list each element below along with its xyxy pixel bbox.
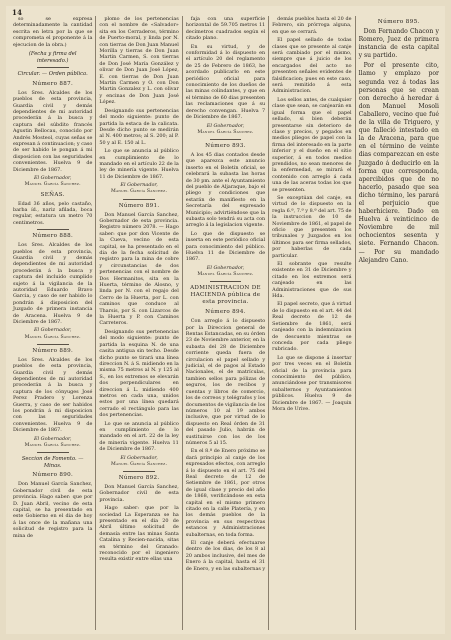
signature-title: El Gobernador,: [120, 454, 158, 461]
signature-note: (Fecha y firma del interesado.): [28, 51, 77, 64]
divider: [123, 199, 155, 200]
notice-number: Número 888.: [32, 233, 74, 240]
paragraph: Lo que de dispuesto se inserta en este periódico oficial para conocimiento del público. Huelva 11 de Diciembre de 1867.: [185, 230, 266, 263]
notice-number: Número 894.: [205, 309, 246, 316]
column-1: [10, 16, 96, 630]
column-3: [183, 16, 269, 630]
paragraph: faja con una superficie horizontal de 59.705 metros 11 decímetros cuadrados según el citado plano.: [185, 16, 266, 42]
notice-number: Número 889.: [32, 347, 74, 354]
signature-title: El Gobernador,: [33, 175, 72, 182]
paragraph: Edad 36 años, pelo castaño, barba íd., nariz afilada, boca regular, estatura un metro 70 centímetros.: [13, 200, 93, 226]
notice-number: Número 887.: [32, 80, 74, 87]
notice-number: Número 895.: [377, 19, 420, 25]
paragraph: Lo que se dispone á insertar por tres veces en el Boletín oficial de la provincia para conocimiento del público, anunciándose por transmisores subalternos y Ayuntamientos públicos. Huelva 9 de Diciembre de 1867. — Joaquin Mora de Urive.: [272, 354, 352, 412]
signature-name: Manuel García Sanchez.: [24, 334, 81, 340]
notice-number: Número 893.: [205, 142, 246, 149]
paragraph: Los sellos antes, de cualquier clase que sean, se canjearán en igual forma que el papel sellado, si bien deberán presentarse sin deterioro de clase y precios, y pegados en medios pliegos de papel con la firma del interesado en la parte inferior y el dueño en el sitio superior, á en todos medios prendidos, no sean menores de la enfermedad, se mirará el contenido con arreglo á cada una de las aceras todas los que se presenten.: [272, 96, 352, 193]
section-heading: Circular. — Orden pública.: [17, 71, 88, 78]
divider: [37, 229, 69, 230]
signature-title: El Gobernador,: [33, 327, 72, 334]
column-4: [269, 16, 355, 630]
signature-name: Manuel García Sanchez.: [24, 442, 81, 448]
paragraph: En el 8.º de Enero próximo se dará principio al canje de los expresados efectos, con arreglo á lo dispuesto en el art. 75 del Real decreto de 12 de Setiembre de 1861, por otros de igual clase y precio del año de 1868, verificándose en esta capital en el mismo primero citado en la calle Platería, y en los demás pueblos de la provincia en sus respectivas estancos y Administraciones subalternas, en toda forma.: [185, 448, 266, 538]
paragraph: Don Manuel García Sanchez, Gobernador civil de esta provincia. Hago saber: que por D. Juan Abril, vecino de esta capital, se ha presentado en este Gobierno en el dia de hoy á las once de la mañana una solicitud de registro para la mina de: [13, 481, 93, 539]
paragraph: En su virtud, y de conformidad á lo dispuesto en el artículo 20 del reglamento de 25 de Febrero de 1863, he acordado publicarlo en este periódico oficial para conocimiento de los dueños de las minas colindantes, y que en el término de 60 dias presenten las reclamaciones que á su derecho convengan. Huelva 7 de Diciembre de 1867.: [185, 43, 266, 121]
signature-title: El Gobernador,: [206, 264, 245, 271]
signature-name: Manuel García Sanchez.: [110, 189, 168, 195]
paragraph: El papel sellado de todas clases que se presente al canje será cambiado por el mismo, siempre que á juicio de los encargados del acto no presenten señales evidentes de falsificacion; pues en este caso, será remitido á esta Administracion.: [272, 37, 352, 95]
page-number: 14: [12, 8, 23, 17]
paragraph: Los Sres. Alcaldes de los pueblos de esta provincia, Guardia civil y demás dependientes de mi autoridad procederán á la busca y captura del incluido cumplido sujeto á la vigilancia de la autoridad Eduardo Bravo Garcia, y caso de ser habido lo pondrán á disposicion del Juzgado de primera instancia de Aracena. Huelva 9 de Diciembre de 1867.: [13, 242, 93, 325]
signature-name: Manuel García Sanchez.: [24, 182, 81, 188]
paragraph: Lo que se anuncia al público en cumplimiento de lo mandado en el art. 22 de la ley de minería vigente. Huelva 11 de Diciembre de 1867.: [99, 420, 179, 453]
paragraph: Los Sres. Alcaldes de los pueblos de esta provincia, Guardia civil y demás dependientes de mi autoridad procederán á la busca y captura del súbdito francés Agustin Bellocau, conocido por Andrés Mosteol, cuyas señas se expresan á continuacion; y caso de ser habido le pongan á mi disposicion con las seguridades convenientes. Huelva 9 de Diciembre de 1867.: [13, 89, 93, 173]
divider: [37, 67, 69, 68]
newspaper-page: [6, 6, 445, 634]
divider: [210, 139, 242, 140]
paragraph: plomo de los pertenencias con el nombre de «Salvador» sita en los Cerraderos, término de Puerto-moral, y linda por N. con tierras de Don Juan Manuel Morilla y tierras de Don Juan Martin Carmen, S. con tierras de Don José María González y olivar de Don Juan José López, E. con tierras de Don Juan Martin Carmen y O. con Don Martin Gonzalez y L. con olivar y encinas de Don Juan José López.: [99, 16, 179, 106]
paragraph: Don Manuel García Sanchez, Gobernador de esta provincia. Registro número 2078. — Hago saber: que por don Vicente de la Cueva, vecino de esta capital, se ha presentado en el dia de la fecha solicitud de registro para la mina de cobre y circunstancias de dos pertenencias con el nombre de Dos Hermanitos, sita en la Huerta, término de Alosno, y linda por N. con el regajo del Cerro de la Huerta, por L. con caminos que conduce al Tharsis, por S. con Lizarcos de la Huerta y P. con Caminos Carreteros.: [99, 211, 179, 327]
paragraph: Designando sus pertenencias del modo siguiente: punto de partida la estaca de la calicata. Desde dicho punto se medirán al N. 400 metros; al S. 200; al P. 50 y al E. 150 al L.: [99, 107, 179, 146]
paragraph: Se exceptúan del canje, en virtud de lo dispuesto en la regla 6.ª, 7.ª y 8.ª del art. 75 de la instruccion de 10 de Noviembre de 1861, el papel de oficio que presenten los tribunales y Juzgados en los últimos para ser firma sellados, por haberlas de cada particular.: [272, 194, 352, 259]
column-2: [96, 16, 182, 630]
divider: [123, 471, 155, 472]
paragraph: so se expresa determinadamente la cantidad escrita en letra por la que se comprometa el proponente á la ejecucion de la obra.): [13, 16, 93, 48]
paragraph: Don Manuel García Sanchez, Gobernador civil de esta provincia.: [99, 484, 179, 503]
divider: [37, 344, 69, 345]
signature-title: El Gobernador,: [206, 122, 245, 129]
signature-name: Manuel García Sanchez.: [110, 461, 168, 467]
section-heading: ADMINISTRACION DE HACIENDA pública de esta provincia.: [190, 285, 261, 306]
subheading: SEÑAS.: [40, 191, 65, 198]
columns-container: [10, 16, 442, 630]
column-5: [356, 16, 442, 630]
notice-number: Número 892.: [118, 475, 160, 481]
signature-name: Manuel García Sanchez.: [197, 129, 254, 135]
paragraph: Por el presente cito, llamo y emplazo por segunda vez á todas las personas que se crean con derecho á heredar á don Manuel Mosoli Caballero, vecino que fué de la villa de Triguero, y que falleció intestado en la de Aracena, para que en el término de veinte dias comparezcan en este Juzgado á deducirlo en la forma que corresponda, apercibidos que de no hacerlo, pasado que sea dicho término, les parará el perjuicio que haberhiciere. Dado en Huelva á veinticinco de Noviembre de mil ochocientos sesenta y siete. Fernando Chacon. — Por su mandado Alejandro Cano.: [358, 62, 439, 264]
paragraph: Los Sres. Alcaldes de los pueblos de esta provincia, Guardia civil y demás dependientes de mi autoridad procederán á la busca y captura de los cónyuges José Perez Pradero y Lorenza Guerra, y caso de ser habidos los pondrán á mi disposicion con las seguridades convenientes. Huelva 9 de Diciembre de 1867.: [13, 356, 93, 434]
paragraph: Don Fernando Chacon y Romero, Juez de primera instancia de esta capital y su partido.: [358, 28, 439, 60]
paragraph: El sobrante que resulte existente en 31 de Diciembre y citado en los extremos será canjeado en las Administraciones que de sus Hda.: [272, 261, 352, 300]
paragraph: El papel secreto, que á virtud de lo dispuesto en el art. 44 del Real decreto de 12 de Setiembre de 1861, será canjeado con la indemnizacion de descuento mientras se conceda por cada pliego rubricado.: [272, 301, 352, 353]
divider: [37, 452, 69, 453]
paragraph: El canje deberá efectuarse dentro de los dias, de los 8 al 20 ambos inclusive, del mes de Enero á la capital, hasta el 31 de Enero, y en las subalternas y: [185, 540, 266, 572]
signature-name: Manuel García Sanchez.: [197, 272, 254, 278]
notice-number: Número 890.: [32, 472, 74, 479]
notice-number: Número 891.: [118, 202, 160, 209]
signature-title: El Gobernador,: [120, 182, 158, 189]
signature-title: El Gobernador,: [33, 435, 72, 442]
paragraph: A los 45 dias contados desde que aparezca este anuncio inserto en el Boletín oficial, se celebrará la subasta las horas de 30 pm. ante el Ayuntamiento del pueblo de Aljaraque, bajo el pliego y condiciones que estarán de manifiesto en la Secretaría del expresado Municipio; advirtiéndose que la subasta solo tendrá su acta con arreglo á la legislacion vigente.: [185, 151, 266, 229]
paragraph: Lo que se anuncia al público en cumplimiento de lo mandado en el artículo 22 de la ley de minería vigente. Huelva 11 de Diciembre de 1867.: [99, 148, 179, 180]
paragraph: Con arreglo á lo dispuesto por la Direccion general de Rentas Estancadas, en su órden 23 de Noviembre anterior, en la subasta del 28 de Diciembre corriente queda fuera de circulacion el papel sellado y judicial, el de pagos al Estado Nacionales, el de matrículas, tambien sellos para pólizas de seguros, los de recibos y cuentas y libros de comercio, los de correos y telégrafos y los documentos de vigilancia de los números 10 al 19 ambos inclusive, que por virtud de lo dispuesto en Real órden de 31 del pasado Julio, habrán de sustituirse con los de los números 5 al 15.: [185, 318, 266, 446]
paragraph: Designando sus pertenencias del modo siguiente: punto de partida la esquina N. de una casita antigua sin techo. Desde dicho punto se tirará una línea direccion N. á S. midiendo en la misma 75 metros al N. y 125 al S., en los extremos se elevarán dos perpendiculares en direccion á L. midiendo 400 metros en cada una, unidos estos por una línea quedará cerrado el rectángulo para las dos pertenencias.: [99, 328, 179, 419]
section-heading: Seccion de Fomento. — Minas.: [21, 456, 84, 469]
divider: [210, 281, 242, 282]
paragraph: demás pueblos hasta el 20 de Febrero, sin prórroga alguna, en que se cerrará.: [272, 16, 352, 35]
paragraph: Hago saber: que por la sociedad La Esperanza se ha presentado en el dia 20 de Abril último solicitud de demasía entre las minas Santa Catalina y Recien-nacida, sitas en término del Granado: reconocido por el ingeniero resulta existir entre ellas una: [99, 505, 179, 563]
